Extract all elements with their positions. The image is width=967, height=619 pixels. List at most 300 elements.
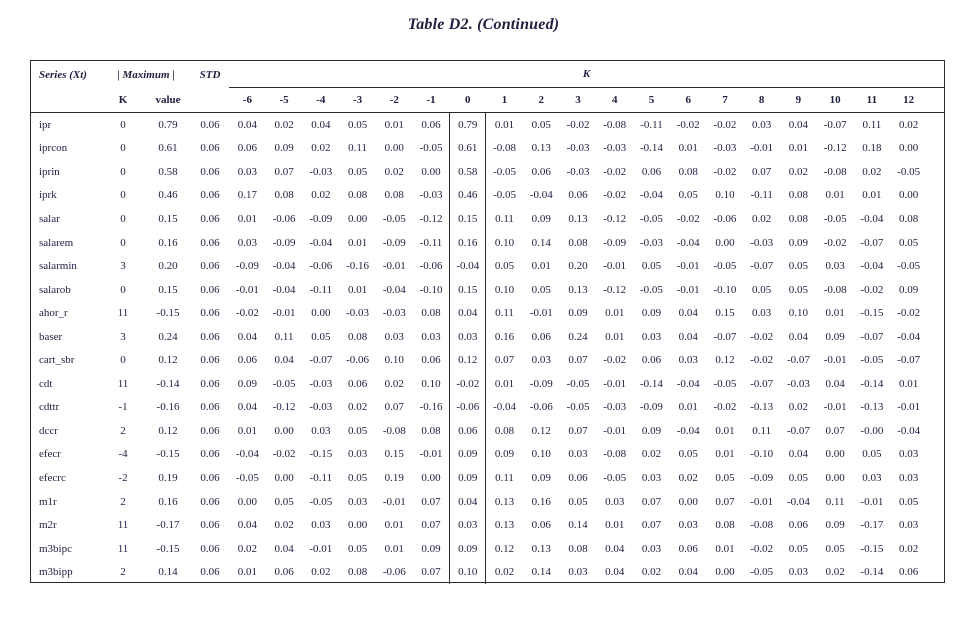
lag-value-k-1: -0.03 xyxy=(419,189,443,202)
lag-value-k1: 0.08 xyxy=(494,424,515,437)
lag-value-k-3: 0.01 xyxy=(347,236,368,249)
lag-value-k-2: 0.02 xyxy=(384,165,404,178)
lag-value-k-5: -0.05 xyxy=(272,377,296,390)
lag-value-k-4: 0.02 xyxy=(311,142,331,155)
lag-value-k-6: 0.04 xyxy=(237,330,257,343)
lag-value-k3: 0.08 xyxy=(568,236,588,249)
lag-value-k9: -0.07 xyxy=(786,424,810,437)
lag-value-k-5: 0.04 xyxy=(274,354,294,367)
lag-value-k-2: -0.04 xyxy=(382,283,406,296)
series-name: baser xyxy=(39,330,63,343)
lag-value-k3: -0.05 xyxy=(566,377,590,390)
lag-value-k0: 0.79 xyxy=(449,113,486,137)
lag-value-k12: 0.08 xyxy=(899,212,919,225)
lag-value-k6: 0.04 xyxy=(678,307,698,320)
table-row xyxy=(31,137,944,161)
lag-value-k-1: 0.08 xyxy=(421,424,441,437)
lag-value-k3: 0.05 xyxy=(568,495,588,508)
lag-value-k9: -0.03 xyxy=(786,377,810,390)
lag-value-k7: -0.05 xyxy=(713,260,737,273)
lag-value-k-4: -0.09 xyxy=(309,212,333,225)
lag-value-k5: -0.05 xyxy=(640,212,663,225)
lag-value-k7: 0.05 xyxy=(715,471,735,484)
lag-value-k-6: 0.04 xyxy=(237,118,257,131)
lag-value-k1: 0.07 xyxy=(494,354,515,367)
lag-value-k-2: -0.08 xyxy=(382,424,406,437)
maximum-value: 0.79 xyxy=(158,118,178,131)
lag-value-k-4: -0.11 xyxy=(309,471,333,484)
lag-value-k1: 0.01 xyxy=(494,377,515,390)
lag-value-k-3: 0.03 xyxy=(347,495,368,508)
lag-value-k10: -0.08 xyxy=(823,165,847,178)
lag-value-k6: -0.02 xyxy=(676,212,700,225)
lag-value-k12: 0.09 xyxy=(899,283,919,296)
maximum-k-value: 2 xyxy=(120,495,126,508)
maximum-value: 0.16 xyxy=(158,495,178,508)
lag-value-k8: -0.10 xyxy=(750,448,774,461)
table-row xyxy=(31,466,944,490)
lag-header--4: -4 xyxy=(316,94,326,106)
lag-value-k2: 0.01 xyxy=(531,260,551,273)
lag-value-k-1: -0.11 xyxy=(419,236,443,249)
lag-header-8: 8 xyxy=(758,94,765,106)
lag-value-k8: -0.02 xyxy=(750,330,774,343)
correlation-table xyxy=(30,60,945,583)
lag-header-12: 12 xyxy=(903,94,915,106)
lag-header--2: -2 xyxy=(389,94,399,106)
lag-value-k12: 0.02 xyxy=(899,542,919,555)
lag-value-k3: 0.06 xyxy=(568,471,588,484)
lag-value-k8: -0.01 xyxy=(750,142,774,155)
lag-value-k3: 0.24 xyxy=(568,330,588,343)
lag-value-k7: -0.10 xyxy=(713,283,737,296)
lag-value-k-3: -0.16 xyxy=(346,260,370,273)
table-row xyxy=(31,419,944,443)
lag-value-k-6: -0.04 xyxy=(235,448,259,461)
lag-value-k-4: -0.03 xyxy=(309,377,333,390)
lag-value-k4: -0.08 xyxy=(603,118,627,131)
lag-value-k9: 0.04 xyxy=(788,330,809,343)
maximum-value: 0.14 xyxy=(158,566,178,579)
series-name: cart_sbr xyxy=(39,354,75,367)
lag-value-k-6: 0.09 xyxy=(237,377,257,390)
lag-value-k-6: 0.01 xyxy=(237,424,257,437)
lag-value-k11: -0.07 xyxy=(860,236,884,249)
series-name: efecr xyxy=(39,448,61,461)
lag-value-k6: -0.01 xyxy=(676,283,700,296)
lag-value-k3: 0.20 xyxy=(568,260,588,273)
lag-value-k7: 0.01 xyxy=(715,424,735,437)
lag-value-k10: -0.02 xyxy=(823,236,847,249)
lag-value-k-5: -0.04 xyxy=(272,260,296,273)
lag-value-k4: 0.01 xyxy=(605,330,625,343)
lag-value-k-3: 0.02 xyxy=(347,401,368,414)
maximum-k-value: 0 xyxy=(120,354,126,367)
lag-value-k11: 0.18 xyxy=(862,142,882,155)
lag-value-k4: 0.01 xyxy=(605,519,625,532)
lag-value-k-4: -0.04 xyxy=(309,236,333,249)
table-row xyxy=(31,278,944,302)
lag-value-k-3: -0.06 xyxy=(346,354,370,367)
lag-header-10: 10 xyxy=(829,94,841,106)
lag-value-k-2: -0.01 xyxy=(382,495,406,508)
lag-value-k1: 0.16 xyxy=(494,330,515,343)
lag-value-k5: -0.04 xyxy=(640,189,663,202)
std-value: 0.06 xyxy=(200,495,220,508)
lag-value-k-5: -0.12 xyxy=(272,401,296,414)
lag-value-k-6: 0.01 xyxy=(237,212,257,225)
lag-value-k-6: 0.01 xyxy=(237,566,257,579)
lag-value-k1: -0.04 xyxy=(493,401,516,414)
k-group-header: K xyxy=(229,61,944,88)
lag-value-k1: 0.11 xyxy=(495,471,514,484)
lag-value-k-1: 0.06 xyxy=(421,118,441,131)
std-value: 0.06 xyxy=(200,448,220,461)
lag-value-k10: -0.07 xyxy=(823,118,847,131)
lag-value-k-3: 0.01 xyxy=(347,283,368,296)
lag-value-k12: 0.05 xyxy=(899,236,919,249)
maximum-k-value: 0 xyxy=(120,283,126,296)
table-row xyxy=(31,372,944,396)
lag-value-k9: 0.08 xyxy=(788,212,809,225)
lag-value-k0: 0.15 xyxy=(449,207,486,231)
lag-value-k9: 0.09 xyxy=(788,236,809,249)
lag-value-k-2: -0.05 xyxy=(382,212,406,225)
lag-value-k11: 0.02 xyxy=(862,165,882,178)
lag-value-k5: 0.02 xyxy=(641,448,662,461)
lag-value-k10: -0.01 xyxy=(823,401,847,414)
lag-value-k0: -0.02 xyxy=(449,372,486,396)
lag-header--1: -1 xyxy=(426,94,436,106)
lag-value-k11: -0.07 xyxy=(860,330,884,343)
page-title: Table D2. (Continued) xyxy=(407,16,560,33)
lag-value-k-2: -0.01 xyxy=(382,260,406,273)
lag-value-k11: -0.14 xyxy=(860,377,884,390)
lag-value-k-2: 0.19 xyxy=(384,471,404,484)
maximum-k-value: 0 xyxy=(120,212,126,225)
lag-value-k-2: 0.01 xyxy=(384,118,404,131)
lag-value-k-3: 0.00 xyxy=(347,519,368,532)
lag-value-k-4: -0.15 xyxy=(309,448,333,461)
lag-value-k7: -0.05 xyxy=(713,377,737,390)
std-value: 0.06 xyxy=(200,260,220,273)
lag-value-k0: 0.06 xyxy=(449,419,486,443)
lag-value-k4: -0.02 xyxy=(603,165,627,178)
table-row xyxy=(31,560,944,584)
lag-value-k8: -0.07 xyxy=(750,260,774,273)
lag-value-k-4: -0.06 xyxy=(309,260,333,273)
lag-value-k12: -0.05 xyxy=(897,260,921,273)
lag-header-4: 4 xyxy=(611,94,618,106)
std-header-spacer xyxy=(191,88,229,112)
lag-value-k5: 0.05 xyxy=(641,260,662,273)
lag-value-k7: -0.06 xyxy=(713,212,737,225)
lag-value-k6: 0.02 xyxy=(678,471,698,484)
lag-value-k6: -0.02 xyxy=(676,118,700,131)
lag-value-k-4: -0.03 xyxy=(309,401,333,414)
lag-value-k-2: 0.08 xyxy=(384,189,404,202)
table-row xyxy=(31,231,944,255)
lag-value-k12: 0.02 xyxy=(899,118,919,131)
lag-value-k2: 0.06 xyxy=(531,165,551,178)
maximum-k-value: 0 xyxy=(120,165,126,178)
maximum-value: 0.58 xyxy=(158,165,178,178)
lag-value-k2: 0.06 xyxy=(531,330,551,343)
lag-value-k2: 0.09 xyxy=(531,471,551,484)
lag-value-k2: 0.10 xyxy=(531,448,551,461)
lag-value-k9: 0.02 xyxy=(788,165,809,178)
lag-value-k8: 0.03 xyxy=(752,118,772,131)
lag-value-k8: -0.01 xyxy=(750,495,774,508)
maximum-value: 0.46 xyxy=(158,189,178,202)
lag-value-k5: 0.09 xyxy=(641,307,662,320)
lag-value-k4: -0.01 xyxy=(603,260,627,273)
lag-header-5: 5 xyxy=(648,94,655,106)
lag-value-k8: 0.03 xyxy=(752,307,772,320)
lag-value-k-1: -0.16 xyxy=(419,401,443,414)
lag-value-k0: 0.09 xyxy=(449,443,486,467)
series-name: m3bipp xyxy=(39,566,73,579)
lag-value-k-5: 0.08 xyxy=(274,189,294,202)
lag-value-k12: -0.07 xyxy=(897,354,921,367)
maximum-k-subheader: K xyxy=(118,94,128,106)
lag-value-k5: 0.09 xyxy=(641,424,662,437)
lag-value-k2: 0.16 xyxy=(531,495,551,508)
lag-value-k11: -0.15 xyxy=(860,307,884,320)
lag-value-k10: 0.00 xyxy=(825,471,845,484)
std-value: 0.06 xyxy=(200,142,220,155)
lag-value-k10: 0.07 xyxy=(825,424,845,437)
lag-value-k-2: 0.02 xyxy=(384,377,404,390)
lag-value-k7: 0.12 xyxy=(715,354,735,367)
maximum-value: 0.12 xyxy=(158,424,178,437)
maximum-value: 0.61 xyxy=(158,142,178,155)
lag-value-k-5: 0.04 xyxy=(274,542,294,555)
lag-value-k4: -0.03 xyxy=(603,142,627,155)
lag-value-k3: 0.08 xyxy=(568,542,588,555)
lag-value-k3: 0.07 xyxy=(568,424,588,437)
lag-header-0: 0 xyxy=(465,94,471,106)
maximum-value: -0.15 xyxy=(156,448,180,461)
lag-value-k9: 0.05 xyxy=(788,542,809,555)
lag-value-k-5: -0.04 xyxy=(272,283,296,296)
lag-value-k10: 0.00 xyxy=(825,448,845,461)
lag-value-k8: -0.07 xyxy=(750,377,774,390)
lag-value-k-4: 0.05 xyxy=(311,330,331,343)
lag-value-k3: 0.13 xyxy=(568,212,588,225)
lag-value-k0: -0.04 xyxy=(449,254,486,278)
series-header-spacer xyxy=(31,88,101,112)
lag-value-k4: -0.01 xyxy=(603,424,627,437)
lag-value-k8: -0.05 xyxy=(750,566,774,579)
table-row xyxy=(31,537,944,561)
lag-value-k4: -0.03 xyxy=(603,401,627,414)
lag-value-k8: 0.07 xyxy=(752,165,772,178)
lag-value-k-5: -0.09 xyxy=(272,236,296,249)
std-value: 0.06 xyxy=(200,330,220,343)
lag-value-k-2: 0.10 xyxy=(384,354,404,367)
lag-value-k10: 0.03 xyxy=(825,260,845,273)
table-header-sub-row xyxy=(31,88,944,113)
lag-value-k-6: -0.01 xyxy=(235,283,259,296)
maximum-value: -0.17 xyxy=(156,519,180,532)
lag-value-k-4: 0.04 xyxy=(311,118,331,131)
lag-value-k4: 0.01 xyxy=(605,307,625,320)
series-name: cdt xyxy=(39,377,53,390)
lag-value-k-1: 0.10 xyxy=(421,377,441,390)
lag-value-k9: 0.06 xyxy=(788,519,809,532)
series-name: m3bipc xyxy=(39,542,72,555)
lag-value-k12: 0.00 xyxy=(899,142,919,155)
lag-value-k-2: 0.01 xyxy=(384,542,404,555)
maximum-value: 0.20 xyxy=(158,260,178,273)
lag-value-k11: -0.00 xyxy=(860,424,884,437)
lag-value-k-4: -0.11 xyxy=(309,283,333,296)
lag-value-k2: -0.06 xyxy=(529,401,553,414)
lag-value-k2: 0.13 xyxy=(531,542,551,555)
lag-value-k-4: -0.01 xyxy=(309,542,333,555)
lag-value-k5: 0.03 xyxy=(641,471,662,484)
lag-value-k1: -0.05 xyxy=(493,189,516,202)
lag-value-k4: -0.12 xyxy=(603,212,627,225)
lag-value-k10: 0.11 xyxy=(825,495,845,508)
lag-value-k-3: 0.08 xyxy=(347,189,368,202)
lag-value-k4: 0.03 xyxy=(605,495,625,508)
series-name: m1r xyxy=(39,495,57,508)
lag-value-k5: -0.03 xyxy=(640,236,663,249)
lag-value-k3: -0.05 xyxy=(566,401,590,414)
lag-value-k6: -0.04 xyxy=(676,377,700,390)
lag-value-k5: 0.03 xyxy=(641,542,662,555)
lag-value-k4: -0.01 xyxy=(603,377,627,390)
maximum-k-value: 3 xyxy=(120,260,126,273)
lag-value-k-6: 0.06 xyxy=(237,354,257,367)
lag-value-k-6: -0.09 xyxy=(235,260,259,273)
lag-value-k8: -0.11 xyxy=(750,189,773,202)
lag-value-k2: 0.05 xyxy=(531,283,551,296)
maximum-k-value: 0 xyxy=(120,236,126,249)
lag-value-k7: 0.10 xyxy=(715,189,735,202)
lag-value-k-4: 0.03 xyxy=(311,424,331,437)
lag-value-k11: 0.03 xyxy=(862,471,882,484)
lag-value-k11: -0.04 xyxy=(860,212,884,225)
maximum-value: 0.24 xyxy=(158,330,178,343)
lag-value-k2: -0.09 xyxy=(529,377,553,390)
lag-value-k-6: 0.03 xyxy=(237,236,257,249)
lag-value-k11: -0.05 xyxy=(860,354,884,367)
lag-value-k4: -0.05 xyxy=(603,471,627,484)
lag-value-k-3: 0.08 xyxy=(347,330,368,343)
lag-value-k-2: 0.15 xyxy=(384,448,404,461)
maximum-value: -0.14 xyxy=(156,377,180,390)
std-value: 0.06 xyxy=(200,165,220,178)
lag-header--5: -5 xyxy=(279,94,289,106)
lag-value-k0: 0.04 xyxy=(449,490,486,514)
lag-value-k2: 0.14 xyxy=(531,236,551,249)
lag-header-1: 1 xyxy=(501,94,508,106)
lag-value-k-2: 0.07 xyxy=(384,401,404,414)
lag-value-k-5: 0.05 xyxy=(274,495,294,508)
lag-value-k0: 0.10 xyxy=(449,560,486,584)
lag-value-k9: -0.04 xyxy=(786,495,810,508)
lag-value-k-1: 0.07 xyxy=(421,566,441,579)
lag-value-k5: 0.06 xyxy=(641,354,662,367)
lag-value-k-3: 0.05 xyxy=(347,165,368,178)
lag-value-k4: -0.02 xyxy=(603,189,627,202)
lag-value-k3: 0.03 xyxy=(568,448,588,461)
lag-value-k-3: 0.05 xyxy=(347,424,368,437)
lag-value-k9: 0.05 xyxy=(788,283,809,296)
lag-value-k-5: -0.02 xyxy=(272,448,296,461)
lag-value-k11: 0.11 xyxy=(862,118,882,131)
lag-value-k9: 0.04 xyxy=(788,118,809,131)
lag-value-k-5: -0.06 xyxy=(272,212,296,225)
series-name: dccr xyxy=(39,424,58,437)
lag-value-k-5: 0.07 xyxy=(274,165,294,178)
lag-value-k1: 0.10 xyxy=(494,283,515,296)
table-row xyxy=(31,396,944,420)
series-name: salarob xyxy=(39,283,71,296)
lag-value-k3: 0.06 xyxy=(568,189,588,202)
lag-header-7: 7 xyxy=(722,94,728,106)
lag-value-k-6: 0.02 xyxy=(237,542,257,555)
lag-value-k3: 0.07 xyxy=(568,354,588,367)
lag-value-k7: 0.08 xyxy=(715,519,735,532)
lag-value-k-4: 0.02 xyxy=(311,189,331,202)
lag-value-k12: 0.03 xyxy=(899,519,919,532)
lag-value-k12: -0.04 xyxy=(897,330,921,343)
lag-value-k-1: -0.05 xyxy=(419,142,443,155)
lag-value-k-1: 0.06 xyxy=(421,354,441,367)
maximum-k-value: 11 xyxy=(117,377,129,390)
lag-header-2: 2 xyxy=(538,94,544,106)
maximum-k-value: 2 xyxy=(120,566,126,579)
table-row xyxy=(31,325,944,349)
lag-value-k7: 0.07 xyxy=(715,495,735,508)
lag-value-k-1: -0.10 xyxy=(419,283,443,296)
lag-value-k-6: 0.03 xyxy=(237,165,257,178)
lag-value-k12: 0.03 xyxy=(899,448,919,461)
lag-value-k-6: 0.04 xyxy=(237,401,257,414)
table-row xyxy=(31,160,944,184)
lag-value-k-5: 0.00 xyxy=(274,424,294,437)
lag-value-k6: 0.08 xyxy=(678,165,698,178)
lag-value-k2: 0.06 xyxy=(531,519,551,532)
lag-value-k10: -0.01 xyxy=(823,354,847,367)
lag-value-k-5: 0.11 xyxy=(274,330,294,343)
lag-value-k12: -0.02 xyxy=(897,307,921,320)
lag-value-k1: 0.05 xyxy=(494,260,515,273)
lag-value-k-1: 0.09 xyxy=(421,542,441,555)
lag-value-k11: 0.01 xyxy=(862,189,882,202)
lag-value-k-3: 0.03 xyxy=(347,448,368,461)
lag-value-k3: -0.03 xyxy=(566,165,590,178)
maximum-k-value: -4 xyxy=(118,448,128,461)
lag-value-k2: 0.03 xyxy=(531,354,551,367)
lag-value-k2: 0.12 xyxy=(531,424,551,437)
lag-value-k7: -0.02 xyxy=(713,401,737,414)
lag-value-k7: 0.00 xyxy=(715,236,735,249)
lag-value-k-2: 0.00 xyxy=(384,142,404,155)
lag-value-k6: 0.04 xyxy=(678,566,698,579)
lag-value-k6: 0.03 xyxy=(678,354,698,367)
lag-value-k8: -0.08 xyxy=(750,519,774,532)
lag-value-k2: -0.04 xyxy=(529,189,553,202)
lag-value-k0: 0.09 xyxy=(449,466,486,490)
lag-value-k6: -0.01 xyxy=(676,260,700,273)
lag-value-k6: 0.03 xyxy=(678,519,698,532)
lag-value-k0: 0.61 xyxy=(449,137,486,161)
